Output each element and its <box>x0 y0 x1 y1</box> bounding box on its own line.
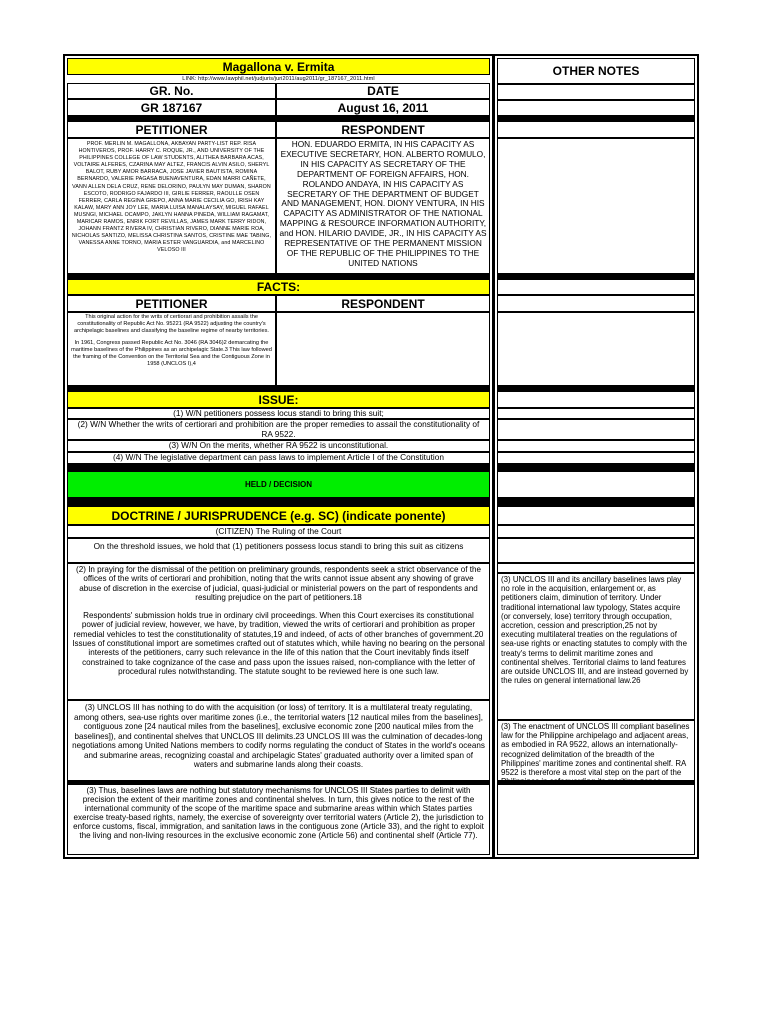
doctrine-citizen: (CITIZEN) The Ruling of the Court <box>67 525 490 538</box>
issue-label: ISSUE: <box>67 391 490 408</box>
notes-cell <box>497 506 695 525</box>
notes-cell <box>497 784 695 855</box>
note-unclos-baselines: (3) The enactment of UNCLOS III compliant baselines law for the Philippine archipelago and adjacent areas, as embodied in RA 9522, allows an internationally-recognized delimitation of the breadth of the Philippines' maritime zones and continental shelf. RA 9522 is therefore a most vital step on the part of the <box>497 720 695 781</box>
notes-cell <box>497 440 695 452</box>
notes-cell <box>497 279 695 295</box>
notes-cell <box>497 312 695 386</box>
facts-label: FACTS: <box>67 279 490 295</box>
issue-item-3: (3) W/N On the merits, whether RA 9522 is unconstitutional. <box>67 440 490 452</box>
issue-item-4: (4) W/N The legislative department can pass laws to implement Article I of the Constitution <box>67 452 490 464</box>
divider <box>497 498 695 506</box>
notes-cell <box>497 138 695 274</box>
petitioner-label: PETITIONER <box>67 121 276 138</box>
notes-cell <box>497 295 695 312</box>
facts-respondent-text <box>276 312 490 386</box>
grno-value: GR 187167 <box>67 99 276 116</box>
facts-petitioner-text <box>67 312 276 386</box>
notes-cell <box>497 525 695 538</box>
divider <box>67 464 490 471</box>
petitioner-text: PROF. MERLIN M. MAGALLONA, AKBAYAN PARTY-LIST REP. RISA HONTIVEROS, PROF. HARRY C. ROQUE, JR., AND UNIVERSITY OF THE PHILIPPINES COLLEGE OF LAW STUDENTS, ALITHEA BARBARA ACAS, VOLTAIRE ALFERES, CZARINA MAY ALTEZ, FRANCIS ALVIN ASILO, SHERYL BALOT, RUBY AMOR BARRACA, JOSE JAVIER BAUTISTA, ROMINA BERNARDO, VALERIE PAGASA BUENAVENTURA, EDAN MARRI CAÑETE, VANN ALLEN DELA CRUZ, RENE DELORINO, PAULYN MAY DUMAN, SHARON ESCOTO, RODRIGO FAJARDO III, GIRLIE FERRER, RAOULLE OSEN FERRER, CARLA REGINA GREPO, ANNA MARIE CECILIA GO, IRISH KAY KALAW, MARY ANN JOY LEE, MARIA LUISA MANALAYSAY, MIGUEL RAFAEL MUSNGI, MICHAEL OCAMPO, JAKLYN HANNA PINEDA, WILLIAM RAGAMAT, MARICAR RAMOS, ENRIK FORT REVILLAS, JAMES MARK TERRY RIDON, JOHANN FRANTZ RIVERA IV, CHRISTIAN RIVERO, DIANNE MARIE ROA, NICHOLAS SANTIZO, MELISSA CHRISTINA SANTOS, CRISTINE MAE TABING, VANESSA ANNE TORNO, MARIA ESTER VANGUARDIA, and MARCELINO VELOSO III <box>67 138 276 274</box>
case-title: Magallona v. Ermita <box>67 58 490 75</box>
notes-cell <box>497 121 695 138</box>
case-link[interactable]: LINK: http://www.lawphil.net/judjuris/juri2011/aug2011/gr_187167_2011.html <box>182 75 375 82</box>
notes-cell <box>497 452 695 464</box>
date-value: August 16, 2011 <box>276 99 490 116</box>
doctrine-block-4: (3) Thus, baselines laws are nothing but statutory mechanisms for UNCLOS III States parties to delimit with precision the extent of their maritime zones and continental shelves. In turn, this gives notice to the rest of the international community of the scope of the maritime space and submarine areas within which States parties exercise treaty-based rights, namely, the exercise of sovereignty over territorial waters (Article 2), the jurisdiction to enforce customs, fiscal, immigration, and sanitation laws in the contiguous zone (Article 33), and the right to exploit the living and non-living resources in the exclusive economic zone (Article 56) and continental shelf (Article 77). <box>67 784 490 855</box>
facts-respondent-label: RESPONDENT <box>276 295 490 312</box>
respondent-text: HON. EDUARDO ERMITA, IN HIS CAPACITY AS EXECUTIVE SECRETARY, HON. ALBERTO ROMULO, IN HIS CAPACITY AS SECRETARY OF THE DEPARTMENT OF FOREIGN AFFAIRS, HON. ROLANDO ANDAYA, IN HIS CAPACITY AS SECRETARY OF THE DEPARTMENT OF BUDGET AND MANAGEMENT, HON. DIONY VENTURA, IN HIS CAPACITY AS ADMINISTRATOR OF THE NATIONAL MAPPING & RESOURCE INFORMATION AUTHORITY, and HON. HILARIO DAVIDE, JR., IN HIS CAPACITY AS REPRESENTATIVE OF THE PERMANENT MISSION OF THE REPUBLIC OF THE PHILIPPINES TO THE UNITED NATIONS <box>276 138 490 274</box>
divider <box>67 498 490 506</box>
doctrine-block-2-para-1: (2) In praying for the dismissal of the petition on preliminary grounds, respondents seek a strict observance of the offices of the writs of certiorari and prohibition, noting that the writs cannot issue absent any showing of grave abuse of discretion in the exercise of judicial, quasi-judicial or ministerial powers on the part of respondents and resulting prejudice on the part of petitioners.18 <box>76 565 481 602</box>
date-label: DATE <box>276 83 490 99</box>
note-unclos-territory: (3) UNCLOS III and its ancillary baselines laws play no role in the acquisition, enlargement or, as petitioners claim, diminution of territory. Under traditional international law typology, States acquire (or conversely, lose) territory through occupation, accretion, cession and prescription,25 not by executing multilateral treaties on the regulations of sea-use rights or enacting statutes to comply with the treaty's terms to delimit maritime zones and continental shelves. Territorial claims to land features are outside UNCLOS III, and are instead governed by the rules on general international law.26 <box>497 573 695 720</box>
doctrine-label: DOCTRINE / JURISPRUDENCE (e.g. SC) (indicate ponente) <box>67 506 490 525</box>
grno-label: GR. No. <box>67 83 276 99</box>
facts-paragraph-2: In 1961, Congress passed Republic Act No. 3046 (RA 3046)2 demarcating the maritime baselines of the Philippines as an archipelagic State.3 This law followed the framing of the Convention on the Territorial Sea and the Contiguous Zone in 1958 (UNCLOS I),4 <box>71 340 272 367</box>
other-notes-label: OTHER NOTES <box>497 58 695 84</box>
facts-petitioner-label: PETITIONER <box>67 295 276 312</box>
notes-cell <box>497 538 695 563</box>
notes-cell <box>497 100 695 116</box>
doctrine-threshold: On the threshold issues, we hold that (1) petitioners possess locus standi to bring this suit as citizens <box>67 538 490 563</box>
notes-cell <box>497 391 695 408</box>
respondent-label: RESPONDENT <box>276 121 490 138</box>
doctrine-block-3: (3) UNCLOS III has nothing to do with the acquisition (or loss) of territory. It is a multilateral treaty regulating, among others, sea-use rights over maritime zones (i.e., the territorial waters [12 nautical miles from the baselines], contiguous zone [24 nautical miles from the baselines], exclusive economic zone [200 nautical miles from the baselines]), and continental shelves that UNCLOS III delimits.23 UNCLOS III was the culmination of decades-long negotiations among United Nations members to codify norms regulating the conduct of States in the world's oceans and submarine areas, recognizing coastal and archipelagic States' graduated authority over a limited span of waters and submarine lands along their coasts. <box>67 700 490 781</box>
divider <box>497 464 695 471</box>
held-label: HELD / DECISION <box>67 471 490 498</box>
issue-item-2: (2) W/N Whether the writs of certiorari and prohibition are the proper remedies to assail the constitutionality of RA 9522. <box>67 419 490 440</box>
facts-paragraph-1: This original action for the writs of certiorari and prohibition assails the constitutionality of Republic Act No. 95221 (RA 9522) adjusting the country's archipelagic baselines and classifying the baseline regime of nearby territories. <box>74 314 269 334</box>
notes-cell <box>497 408 695 419</box>
notes-cell <box>497 419 695 440</box>
issue-item-1: (1) W/N petitioners possess locus standi to bring this suit; <box>67 408 490 419</box>
notes-cell <box>497 563 695 573</box>
doctrine-block-2-para-2: Respondents' submission holds true in ordinary civil proceedings. When this Court exercises its constitutional power of judicial review, however, we have, by tradition, viewed the writs of certiorari and prohibition as proper remedial vehicles to test the constitutionality of statutes,19 and indeed, of acts of other branches of government.20 Issues of constitutional import are sometimes crafted out of statutes which, while having no bearing on the personal interests of the petitioners, carry such relevance in the life of this nation that the Court inevitably finds itself constrained to take cognizance of the case and pass upon the issues raised, non-compliance with the letter of procedural rules notwithstanding. The statute sought to be reviewed here is one such law. <box>72 611 485 676</box>
doctrine-block-2 <box>67 563 490 700</box>
notes-cell <box>497 471 695 498</box>
notes-cell <box>497 84 695 100</box>
